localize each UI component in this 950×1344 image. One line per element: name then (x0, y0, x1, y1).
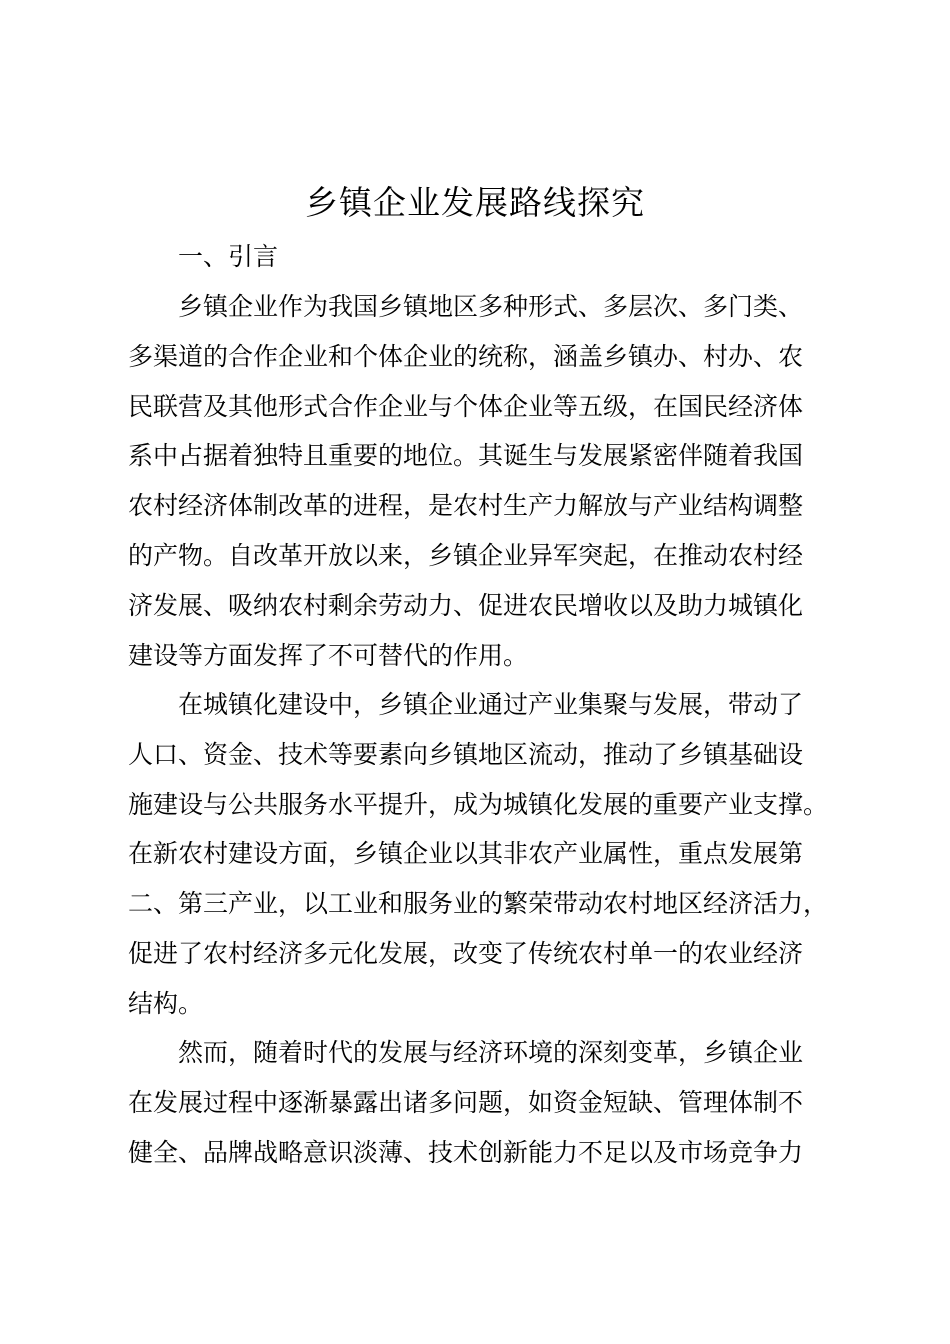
paragraph-line: 二、第三产业，以工业和服务业的繁荣带动农村地区经济活力， (128, 889, 829, 919)
paragraph-3 (128, 1028, 833, 1177)
paragraph-2 (128, 680, 833, 1029)
paragraph-line: 施建设与公共服务水平提升，成为城镇化发展的重要产业支撑。 (128, 789, 829, 819)
paragraph-line: 民联营及其他形式合作企业与个体企业等五级，在国民经济体 (128, 391, 804, 421)
paragraph-line: 多渠道的合作企业和个体企业的统称，涵盖乡镇办、村办、农 (128, 341, 804, 371)
paragraph-line: 人口、资金、技术等要素向乡镇地区流动，推动了乡镇基础设 (128, 739, 804, 769)
paragraph-1 (128, 282, 833, 680)
paragraph-line: 建设等方面发挥了不可替代的作用。 (128, 640, 529, 670)
document-title: 乡镇企业发展路线探究 (305, 183, 645, 222)
paragraph-line: 然而，随着时代的发展与经济环境的深刻变革，乡镇企业 (178, 1038, 804, 1067)
paragraph-line: 农村经济体制改革的进程，是农村生产力解放与产业结构调整 (128, 491, 804, 521)
paragraph-line: 的产物。自改革开放以来，乡镇企业异军突起，在推动农村经 (128, 540, 804, 570)
paragraph-line: 在新农村建设方面，乡镇企业以其非农产业属性，重点发展第 (128, 839, 804, 869)
paragraph-line: 健全、品牌战略意识淡薄、技术创新能力不足以及市场竞争力 (128, 1137, 804, 1167)
paragraph-line: 在发展过程中逐渐暴露出诸多问题，如资金短缺、管理体制不 (128, 1087, 804, 1117)
paragraph-line: 结构。 (128, 988, 204, 1018)
paragraph-line: 系中占据着独特且重要的地位。其诞生与发展紧密伴随着我国 (128, 441, 804, 471)
section-heading-introduction: 一、引言 (178, 242, 279, 271)
paragraph-line: 促进了农村经济多元化发展，改变了传统农村单一的农业经济 (128, 938, 804, 968)
paragraph-line: 乡镇企业作为我国乡镇地区多种形式、多层次、多门类、 (178, 292, 804, 321)
paragraph-line: 在城镇化建设中，乡镇企业通过产业集聚与发展，带动了 (178, 690, 804, 719)
paragraph-line: 济发展、吸纳农村剩余劳动力、促进农民增收以及助力城镇化 (128, 590, 804, 620)
